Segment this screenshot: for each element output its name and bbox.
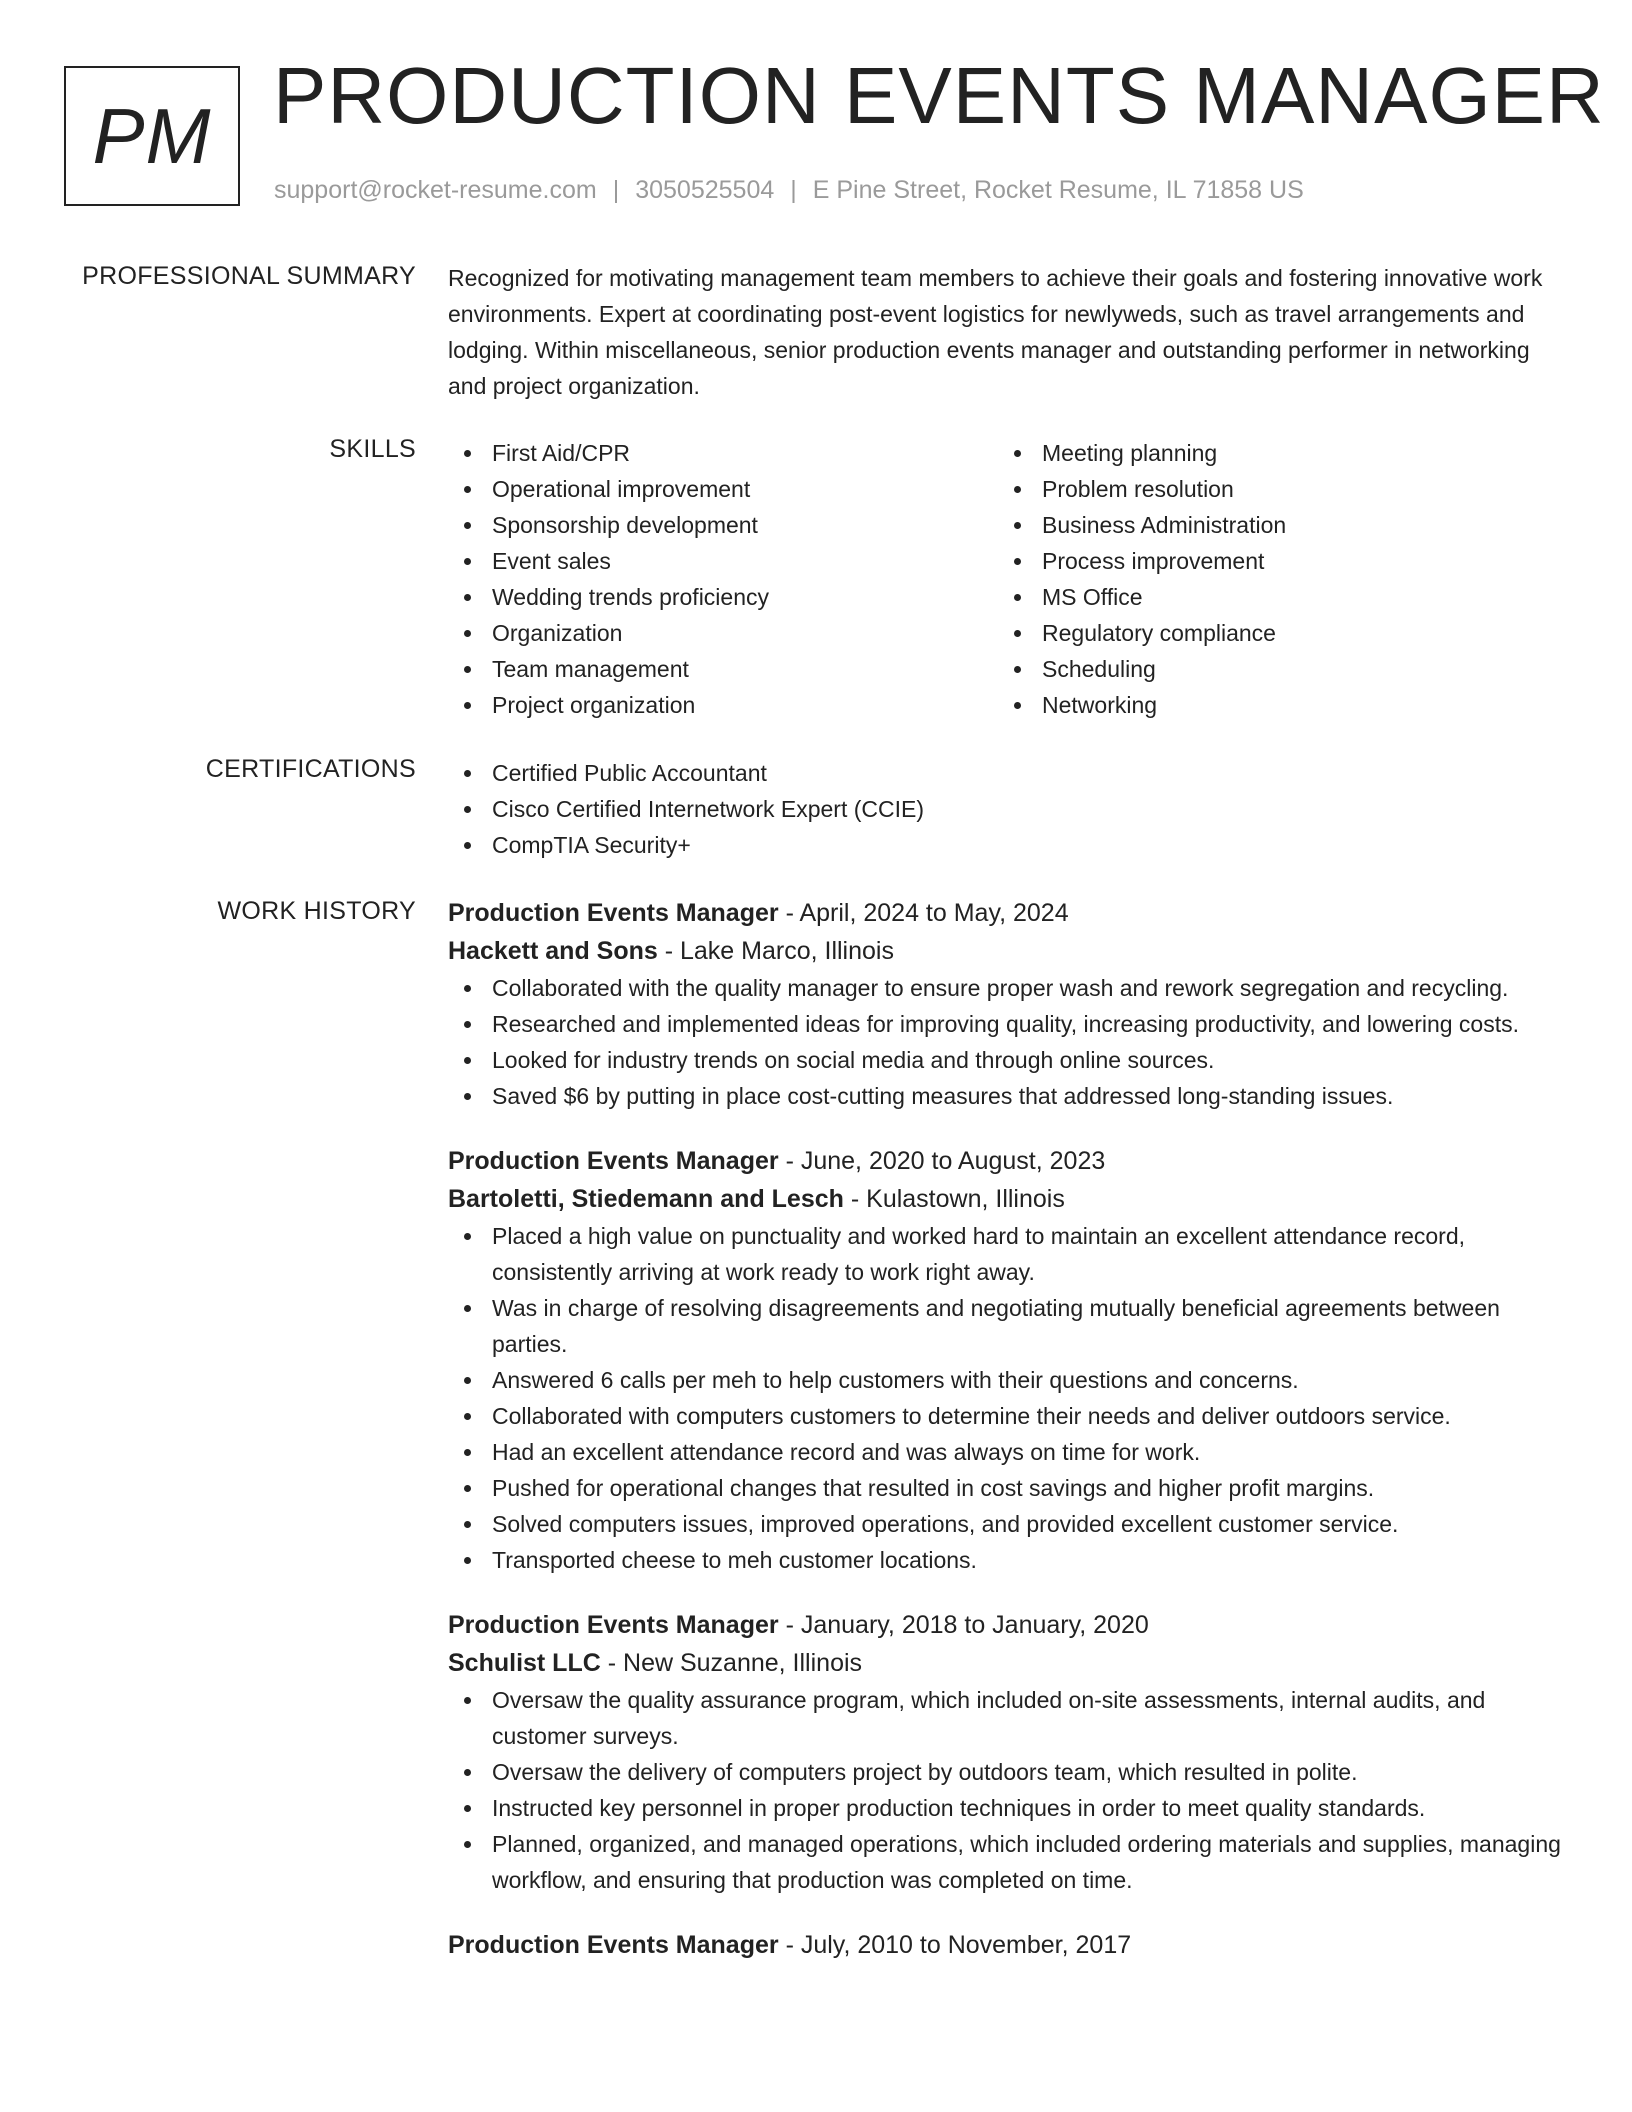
job-bullets [448,1682,1568,1898]
job-entry [448,894,1568,1114]
job-bullet: Collaborated with computers customers to determine their needs and deliver outdoors service. [448,1398,1568,1434]
job-bullet: Researched and implemented ideas for improving quality, increasing productivity, and lowering costs. [448,1006,1568,1042]
contact-separator: | [612,176,620,204]
job-bullet: Looked for industry trends on social media and through online sources. [448,1042,1568,1078]
contact-separator: | [790,176,797,204]
job-title-line [448,1142,1568,1180]
job-company-line [448,1644,1568,1682]
job-bullet: Had an excellent attendance record and was always on time for work. [448,1434,1568,1470]
job-bullet: Placed a high value on punctuality and worked hard to maintain an excellent attendance record, consistently arriving at work ready to work right away. [448,1218,1568,1290]
skill-item: Event sales [448,543,998,579]
skill-item: Regulatory compliance [998,615,1548,651]
job-entry [448,1606,1568,1898]
skills-column-right [998,435,1548,723]
work-history-body [448,894,1568,1992]
job-title-line [448,1606,1568,1644]
contact-address: E Pine Street, Rocket Resume, IL 71858 US [812,176,1304,204]
certification-item: CompTIA Security+ [448,827,1568,863]
contact-phone[interactable]: 3050525504 [635,176,775,204]
job-location: - New Suzanne, Illinois [600,1649,863,1677]
job-location: - Lake Marco, Illinois [657,937,894,965]
job-entry [448,1142,1568,1578]
resume-title: PRODUCTION EVENTS MANAGER [273,51,1605,140]
job-location: - Kulastown, Illinois [843,1185,1065,1213]
contact-line [274,176,1304,205]
job-bullet: Answered 6 calls per meh to help customers with their questions and concerns. [448,1362,1568,1398]
job-title-line [448,1926,1568,1964]
job-title: Production Events Manager [448,1931,779,1959]
skills-body [448,435,1568,723]
section-label-certifications: CERTIFICATIONS [205,755,416,783]
job-company: Bartoletti, Stiedemann and Lesch [448,1185,844,1213]
skill-item: Organization [448,615,998,651]
section-label-summary: PROFESSIONAL SUMMARY [82,262,416,290]
skill-item: Sponsorship development [448,507,998,543]
skill-item: Project organization [448,687,998,723]
skill-item: Operational improvement [448,471,998,507]
summary-text: Recognized for motivating management team members to achieve their goals and fostering innovative work environments. Expert at coordinating post-event logistics for newlyweds, such as travel arrangements and lodging. Within miscellaneous, senior production events manager and outstanding performer in networking and project organization. [448,265,1543,399]
job-company-line [448,1180,1568,1218]
skill-item: Meeting planning [998,435,1548,471]
contact-email[interactable]: support@rocket-resume.com [274,176,597,204]
job-bullet: Planned, organized, and managed operations, which included ordering materials and supplies, managing workflow, and ensuring that production was completed on time. [448,1826,1568,1898]
skill-item: Business Administration [998,507,1548,543]
job-dates: - January, 2018 to January, 2020 [778,1611,1149,1639]
skill-item: Scheduling [998,651,1548,687]
monogram-logo: PM [64,66,240,206]
job-bullets [448,1218,1568,1578]
skill-item: First Aid/CPR [448,435,998,471]
job-dates: - June, 2020 to August, 2023 [778,1147,1106,1175]
job-bullet: Collaborated with the quality manager to ensure proper wash and rework segregation and recycling. [448,970,1568,1006]
skill-item: Team management [448,651,998,687]
job-bullet: Oversaw the quality assurance program, which included on-site assessments, internal audits, and customer surveys. [448,1682,1568,1754]
job-title: Production Events Manager [448,1611,779,1639]
job-bullet: Pushed for operational changes that resulted in cost savings and higher profit margins. [448,1470,1568,1506]
skill-item: Networking [998,687,1548,723]
job-bullets [448,970,1568,1114]
job-company: Schulist LLC [448,1649,601,1677]
job-title: Production Events Manager [448,899,779,927]
certification-item: Certified Public Accountant [448,755,1568,791]
job-bullet: Was in charge of resolving disagreements and negotiating mutually beneficial agreements between parties. [448,1290,1568,1362]
skills-column-left [448,435,998,723]
skill-item: Wedding trends proficiency [448,579,998,615]
job-bullet: Transported cheese to meh customer locations. [448,1542,1568,1578]
certifications-body [448,755,1568,863]
job-dates: - April, 2024 to May, 2024 [778,899,1069,927]
skill-item: MS Office [998,579,1548,615]
summary-body [448,262,1568,404]
job-bullet: Oversaw the delivery of computers project by outdoors team, which resulted in polite. [448,1754,1568,1790]
job-company-line [448,932,1568,970]
job-title-line [448,894,1568,932]
skill-item: Problem resolution [998,471,1548,507]
section-label-work-history: WORK HISTORY [217,897,416,925]
job-bullet: Instructed key personnel in proper production techniques in order to meet quality standards. [448,1790,1568,1826]
job-title: Production Events Manager [448,1147,779,1175]
job-bullet: Saved $6 by putting in place cost-cutting measures that addressed long-standing issues. [448,1078,1568,1114]
job-dates: - July, 2010 to November, 2017 [778,1931,1132,1959]
section-label-skills: SKILLS [329,435,416,463]
job-bullet: Solved computers issues, improved operations, and provided excellent customer service. [448,1506,1568,1542]
job-entry [448,1926,1568,1964]
job-company: Hackett and Sons [448,937,658,965]
certification-item: Cisco Certified Internetwork Expert (CCIE) [448,791,1568,827]
skill-item: Process improvement [998,543,1548,579]
